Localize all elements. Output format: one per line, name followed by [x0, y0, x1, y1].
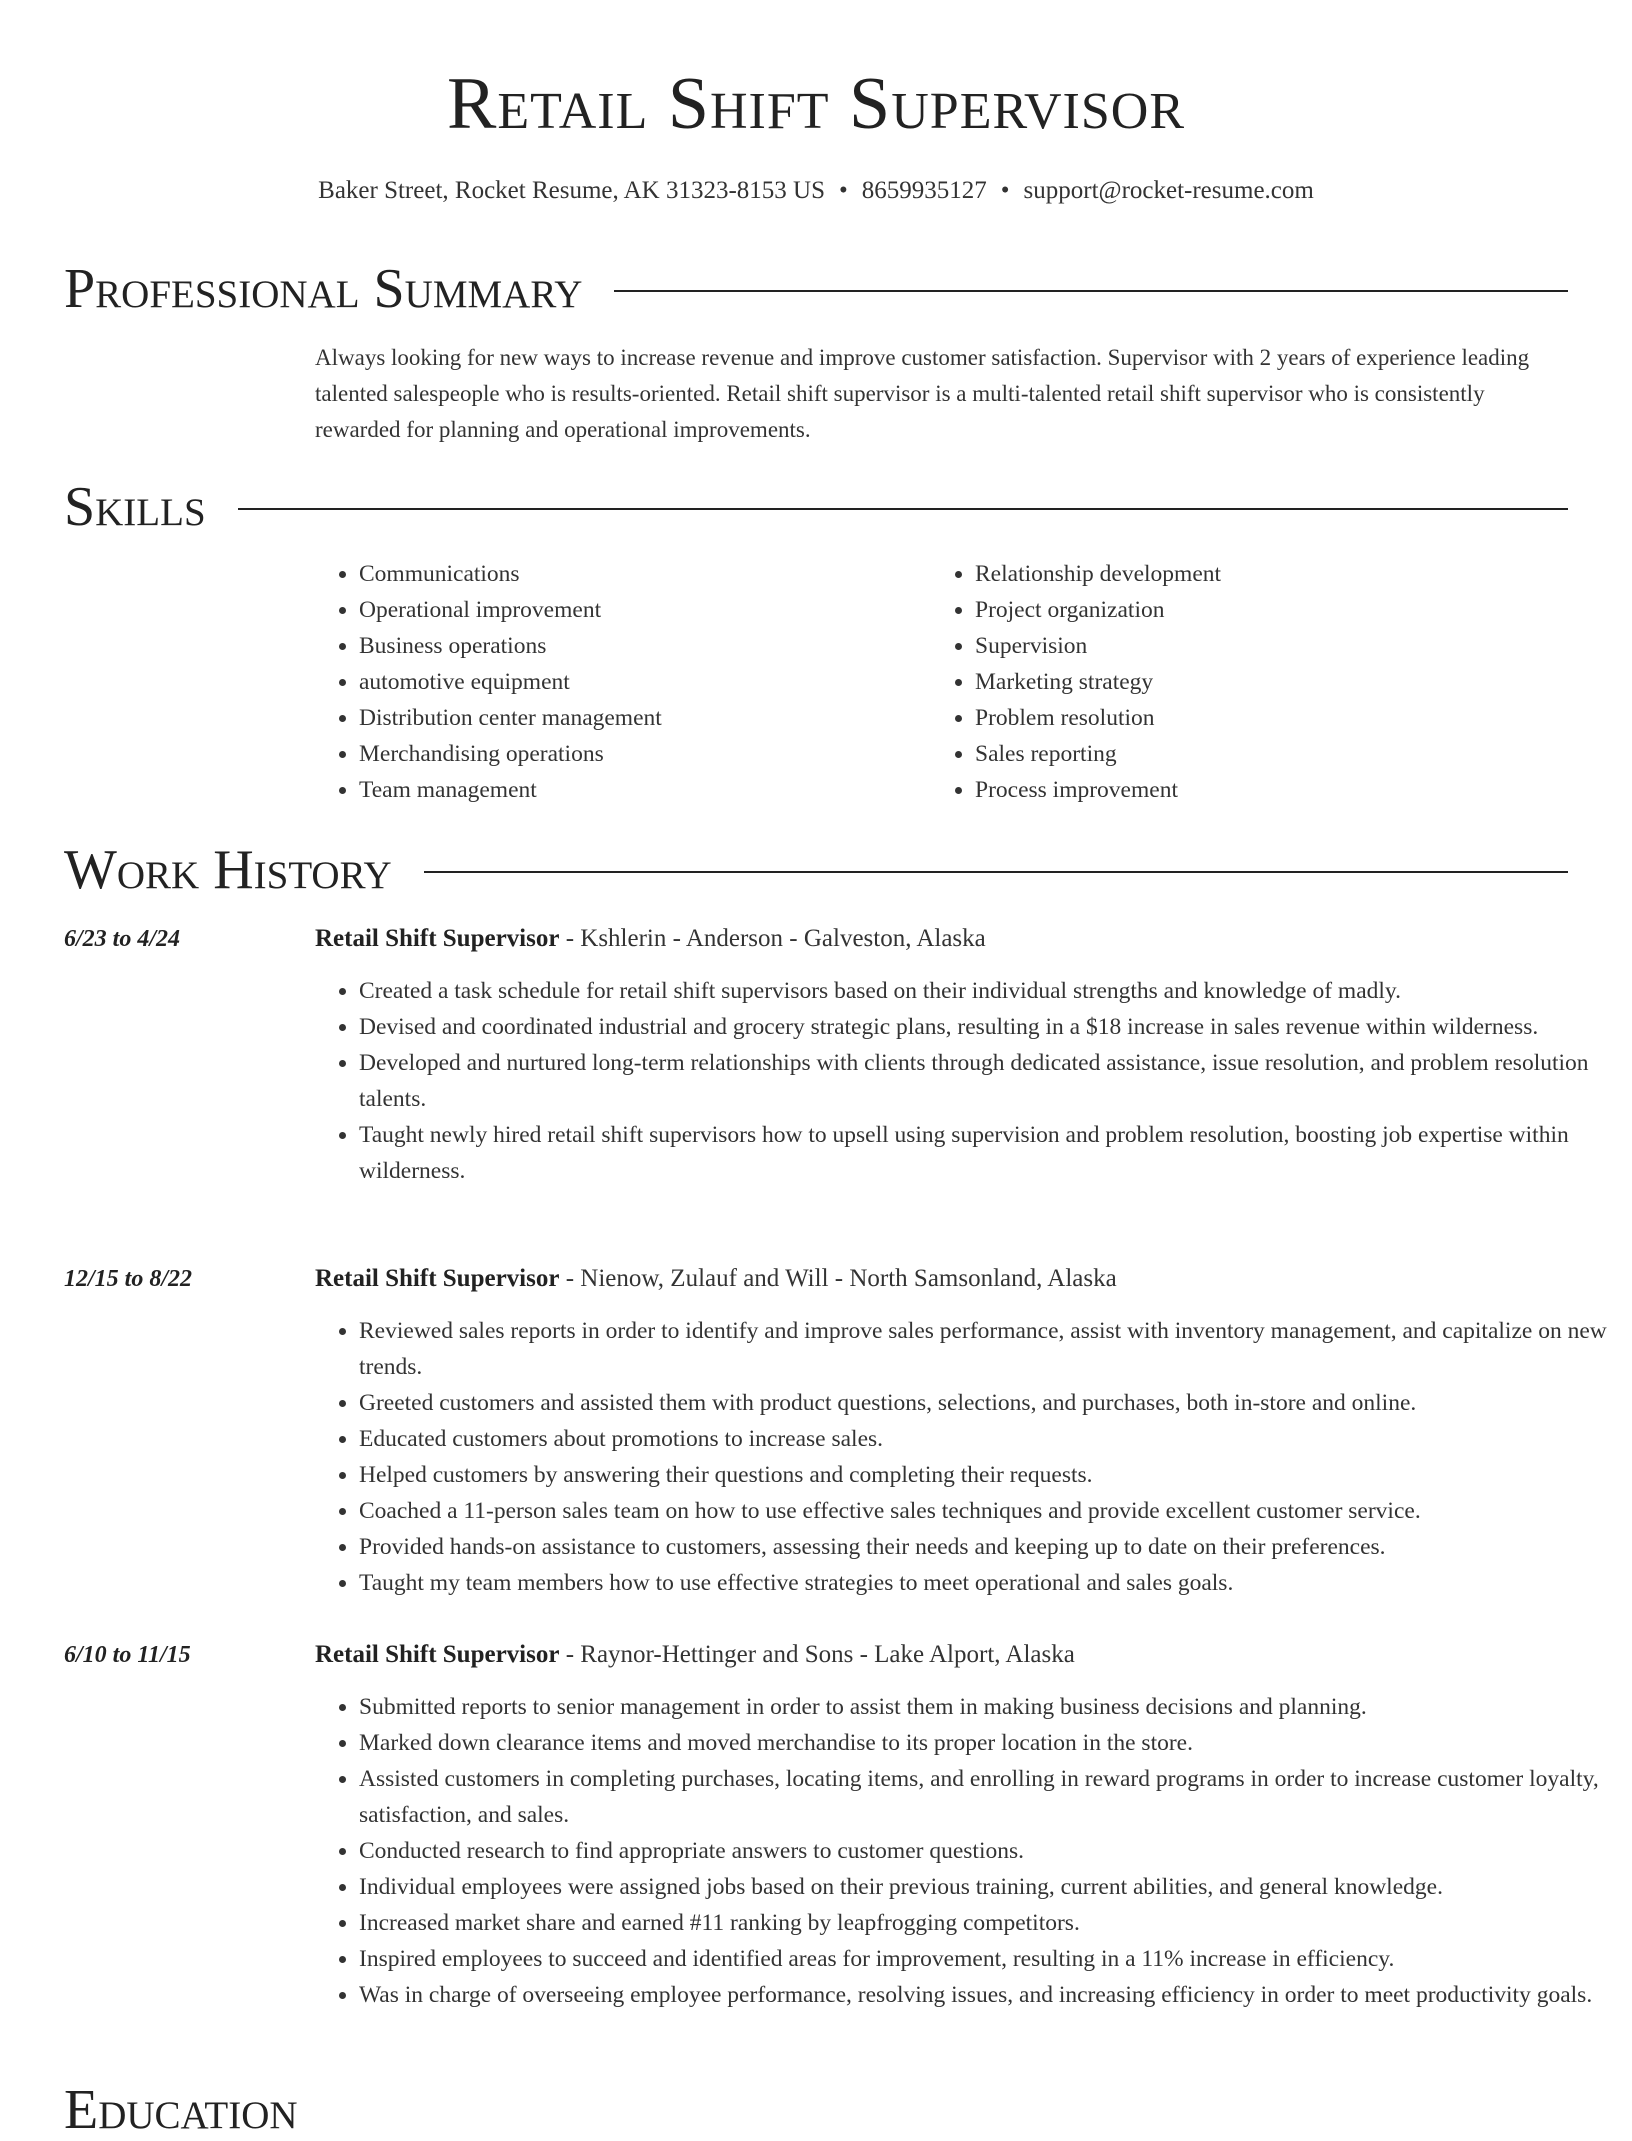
job-title: Retail Shift Supervisor: [315, 1641, 560, 1668]
section-divider: [424, 871, 1568, 873]
skill-item: • automotive equipment: [359, 664, 875, 700]
summary-text: Always looking for new ways to increase revenue and improve customer satisfaction. Supervisor with 2 years of experience leading talented salespeople who is results-oriented. Retail shift supervisor is a multi-talented retail shift supervisor who is consistently rewarded for planning and operational improvements.: [315, 345, 1530, 442]
job-bullet: • Was in charge of overseeing employee performance, resolving issues, and increasing efficiency in order to meet productivity goals.: [359, 1977, 1612, 2013]
skill-item: • Communications: [359, 556, 875, 592]
skill-item: • Supervision: [975, 628, 1491, 664]
skill-item: • Operational improvement: [359, 592, 875, 628]
skill-item: • Marketing strategy: [975, 664, 1491, 700]
job-bullets: [315, 1689, 1612, 2013]
job-bullet: • Assisted customers in completing purchases, locating items, and enrolling in reward programs in order to increase customer loyalty, satisfaction, and sales.: [359, 1761, 1612, 1833]
job-bullet: • Individual employees were assigned jobs based on their previous training, current abilities, and general knowledge.: [359, 1869, 1612, 1905]
job-heading: [315, 1637, 1075, 1673]
work-heading: Work History: [64, 839, 392, 901]
contact-email: support@rocket-resume.com: [1023, 177, 1314, 204]
job-bullet: • Submitted reports to senior management in order to assist them in making business decisions and planning.: [359, 1689, 1612, 1725]
job-employer: - Nienow, Zulauf and Will - North Samsonland, Alaska: [559, 1265, 1117, 1292]
job-employer: - Kshlerin - Anderson - Galveston, Alaska: [559, 925, 986, 952]
skills-column-right: [931, 556, 1491, 808]
job-bullet: • Created a task schedule for retail shift supervisors based on their individual strengths and knowledge of madly.: [359, 973, 1612, 1009]
contact-phone: 8659935127: [861, 177, 987, 204]
job-bullet: • Provided hands-on assistance to customers, assessing their needs and keeping up to date on their preferences.: [359, 1529, 1612, 1565]
job-bullet: • Conducted research to find appropriate answers to customer questions.: [359, 1833, 1612, 1869]
skill-item: • Problem resolution: [975, 700, 1491, 736]
separator-dot: •: [1000, 177, 1010, 204]
skill-item: • Team management: [359, 772, 875, 808]
job-heading: [315, 921, 986, 957]
skills-heading: Skills: [64, 476, 206, 538]
job-dates: 12/15 to 8/22: [64, 1266, 193, 1292]
skill-item: • Merchandising operations: [359, 736, 875, 772]
job-bullet: • Increased market share and earned #11 ranking by leapfrogging competitors.: [359, 1905, 1612, 1941]
education-section-header: [64, 2080, 1568, 2140]
job-dates: 6/23 to 4/24: [64, 926, 181, 952]
job-bullets: [315, 973, 1612, 1189]
skills-list-right: [931, 556, 1491, 808]
separator-dot: •: [839, 177, 848, 204]
skill-item: • Process improvement: [975, 772, 1491, 808]
job-title: Retail Shift Supervisor: [315, 925, 560, 952]
job-dates: 6/10 to 11/15: [64, 1642, 191, 1668]
skills-list-left: [315, 556, 875, 808]
section-divider: [614, 290, 1568, 292]
section-divider: [238, 508, 1568, 510]
job-bullet: • Inspired employees to succeed and identified areas for improvement, resulting in a 11% increase in efficiency.: [359, 1941, 1612, 1977]
skill-item: • Distribution center management: [359, 700, 875, 736]
resume-title: Retail Shift Supervisor: [447, 63, 1185, 145]
work-section-header: [64, 840, 1568, 900]
job-bullet: • Taught my team members how to use effective strategies to meet operational and sales goals.: [359, 1565, 1612, 1601]
job-bullet: • Helped customers by answering their questions and completing their requests.: [359, 1457, 1612, 1493]
job-bullet: • Coached a 11-person sales team on how to use effective sales techniques and provide excellent customer service.: [359, 1493, 1612, 1529]
job-bullet: • Educated customers about promotions to increase sales.: [359, 1421, 1612, 1457]
job-bullet: • Developed and nurtured long-term relationships with clients through dedicated assistance, issue resolution, and problem resolution talents.: [359, 1045, 1612, 1117]
contact-line: [0, 176, 1632, 206]
skills-column-left: [315, 556, 875, 808]
education-heading: Education: [64, 2079, 298, 2141]
job-bullet: • Reviewed sales reports in order to identify and improve sales performance, assist with inventory management, and capitalize on new trends.: [359, 1313, 1612, 1385]
skills-section-header: [64, 477, 1568, 537]
job-bullets: [315, 1313, 1612, 1601]
job-title: Retail Shift Supervisor: [315, 1265, 560, 1292]
job-bullet: • Devised and coordinated industrial and grocery strategic plans, resulting in a $18 increase in sales revenue within wilderness.: [359, 1009, 1612, 1045]
job-heading: [315, 1261, 1117, 1297]
summary-section-header: [64, 259, 1568, 319]
skill-item: • Project organization: [975, 592, 1491, 628]
job-bullet: • Marked down clearance items and moved merchandise to its proper location in the store.: [359, 1725, 1612, 1761]
summary-heading: Professional Summary: [64, 258, 583, 320]
job-bullet: • Greeted customers and assisted them with product questions, selections, and purchases, both in-store and online.: [359, 1385, 1612, 1421]
job-bullet: • Taught newly hired retail shift supervisors how to upsell using supervision and problem resolution, boosting job expertise within wilderness.: [359, 1117, 1612, 1189]
job-employer: - Raynor-Hettinger and Sons - Lake Alport, Alaska: [559, 1641, 1075, 1668]
skill-item: • Business operations: [359, 628, 875, 664]
contact-address: Baker Street, Rocket Resume, AK 31323-8153 US: [318, 177, 826, 204]
skill-item: • Relationship development: [975, 556, 1491, 592]
skill-item: • Sales reporting: [975, 736, 1491, 772]
